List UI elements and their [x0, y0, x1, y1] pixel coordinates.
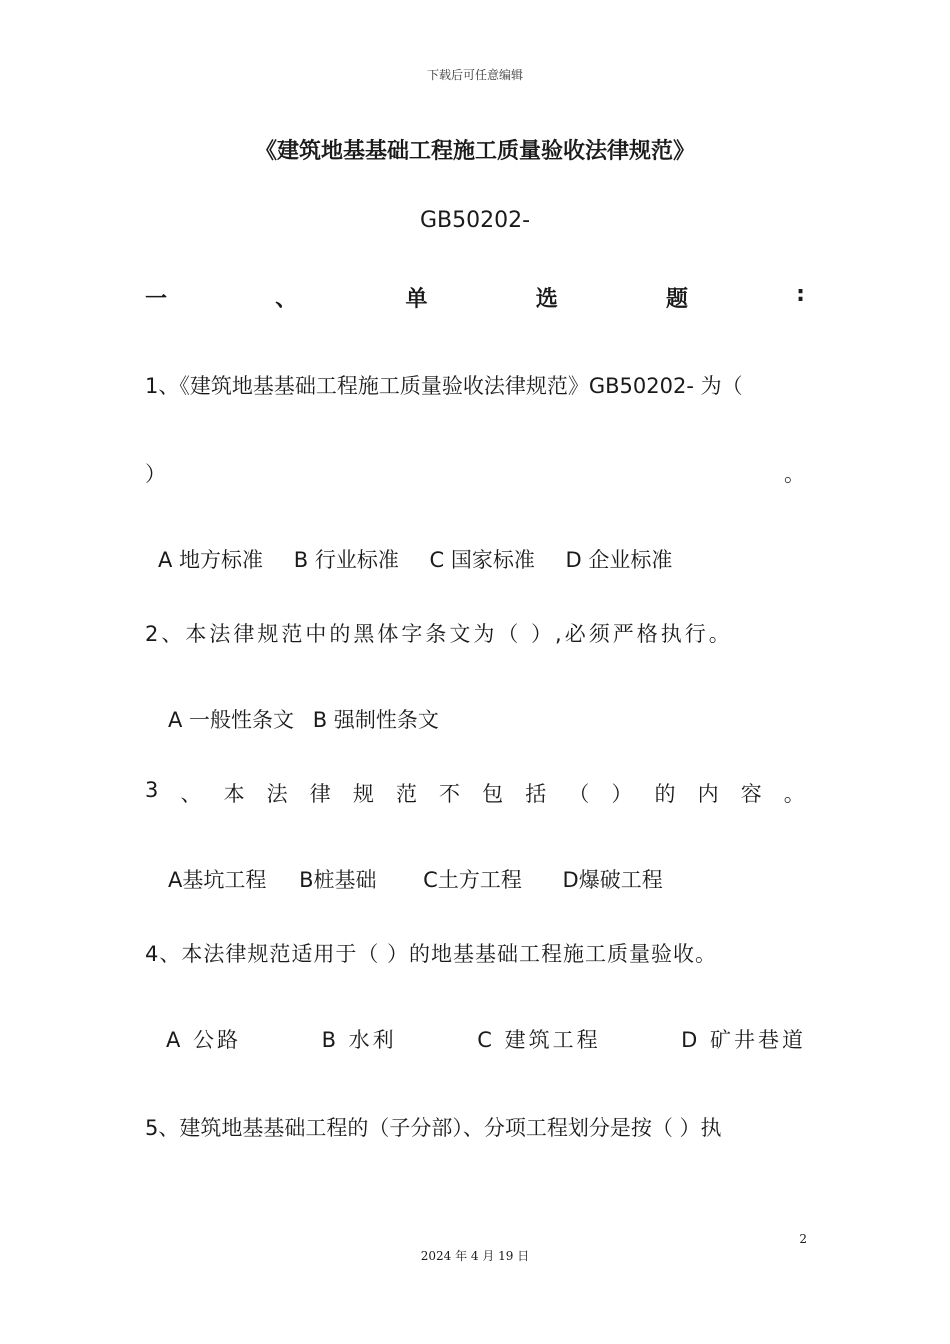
question-1-period: 。 — [784, 462, 805, 486]
question-3-text — [145, 778, 805, 808]
page-header-note: 下载后可任意编辑 — [426, 68, 523, 82]
section-heading-char: 一 — [145, 287, 168, 312]
footer-date: 2024 年 4 月 19 日 — [420, 1249, 530, 1263]
question-1-options — [158, 544, 672, 574]
q3-char: 法 — [266, 782, 288, 806]
q3-char: 规 — [352, 782, 374, 806]
question-3-options — [168, 864, 663, 894]
q3-char: （ — [568, 782, 590, 806]
q3-char: 、 — [180, 782, 202, 806]
option-b: B 行业标准 — [293, 548, 399, 572]
section-heading-char: 、 — [275, 287, 298, 312]
q3-char: 包 — [482, 782, 504, 806]
option-c: C 建筑工程 — [477, 1028, 601, 1052]
q3-char: 范 — [395, 782, 417, 806]
page-number: 2 — [799, 1232, 807, 1246]
option-b: B 水利 — [321, 1028, 397, 1052]
option-b: B 强制性条文 — [312, 708, 439, 732]
q3-char: 括 — [525, 782, 547, 806]
q3-char: ） — [611, 782, 633, 806]
q3-char: 的 — [654, 782, 676, 806]
option-d: D 矿井巷道 — [681, 1028, 806, 1052]
section-heading-char: 选 — [535, 287, 558, 312]
section-heading — [145, 282, 805, 313]
question-1-line-1: 1、《建筑地基基础工程施工质量验收法律规范》GB50202- 为（ — [145, 374, 743, 398]
q3-char: 内 — [697, 782, 719, 806]
question-1-line-2 — [145, 458, 805, 488]
q3-char: 不 — [439, 782, 461, 806]
standard-code: GB50202- — [419, 208, 531, 233]
option-d: D 企业标准 — [565, 548, 673, 572]
option-a: A基坑工程 — [168, 868, 267, 892]
question-1-bracket-close: ） — [145, 462, 166, 486]
option-a: A 一般性条文 — [168, 708, 295, 732]
option-c: C 国家标准 — [429, 548, 535, 572]
q3-char: 律 — [309, 782, 331, 806]
option-d: D爆破工程 — [562, 868, 663, 892]
question-5-text: 5、建筑地基基础工程的（子分部）、分项工程划分是按（ ）执 — [145, 1116, 722, 1140]
option-c: C土方工程 — [423, 868, 522, 892]
q3-char: 容 — [740, 782, 762, 806]
section-heading-char: 题 — [665, 287, 688, 312]
option-b: B桩基础 — [299, 868, 377, 892]
question-2-options — [168, 704, 439, 734]
document-title: 《建筑地基基础工程施工质量验收法律规范》 — [254, 139, 695, 164]
q3-char: 3 — [145, 778, 159, 802]
section-heading-char: : — [796, 282, 805, 307]
option-a: A 地方标准 — [158, 548, 264, 572]
section-heading-char: 单 — [405, 287, 428, 312]
q3-char: 本 — [223, 782, 245, 806]
question-4-text: 4、本法律规范适用于（ ）的地基基础工程施工质量验收。 — [145, 942, 718, 966]
q3-char: 。 — [783, 782, 805, 806]
option-a: A 公路 — [166, 1028, 242, 1052]
question-2-text: 2、本法律规范中的黑体字条文为（ ）,必须严格执行。 — [145, 622, 733, 646]
question-4-options — [166, 1024, 806, 1054]
